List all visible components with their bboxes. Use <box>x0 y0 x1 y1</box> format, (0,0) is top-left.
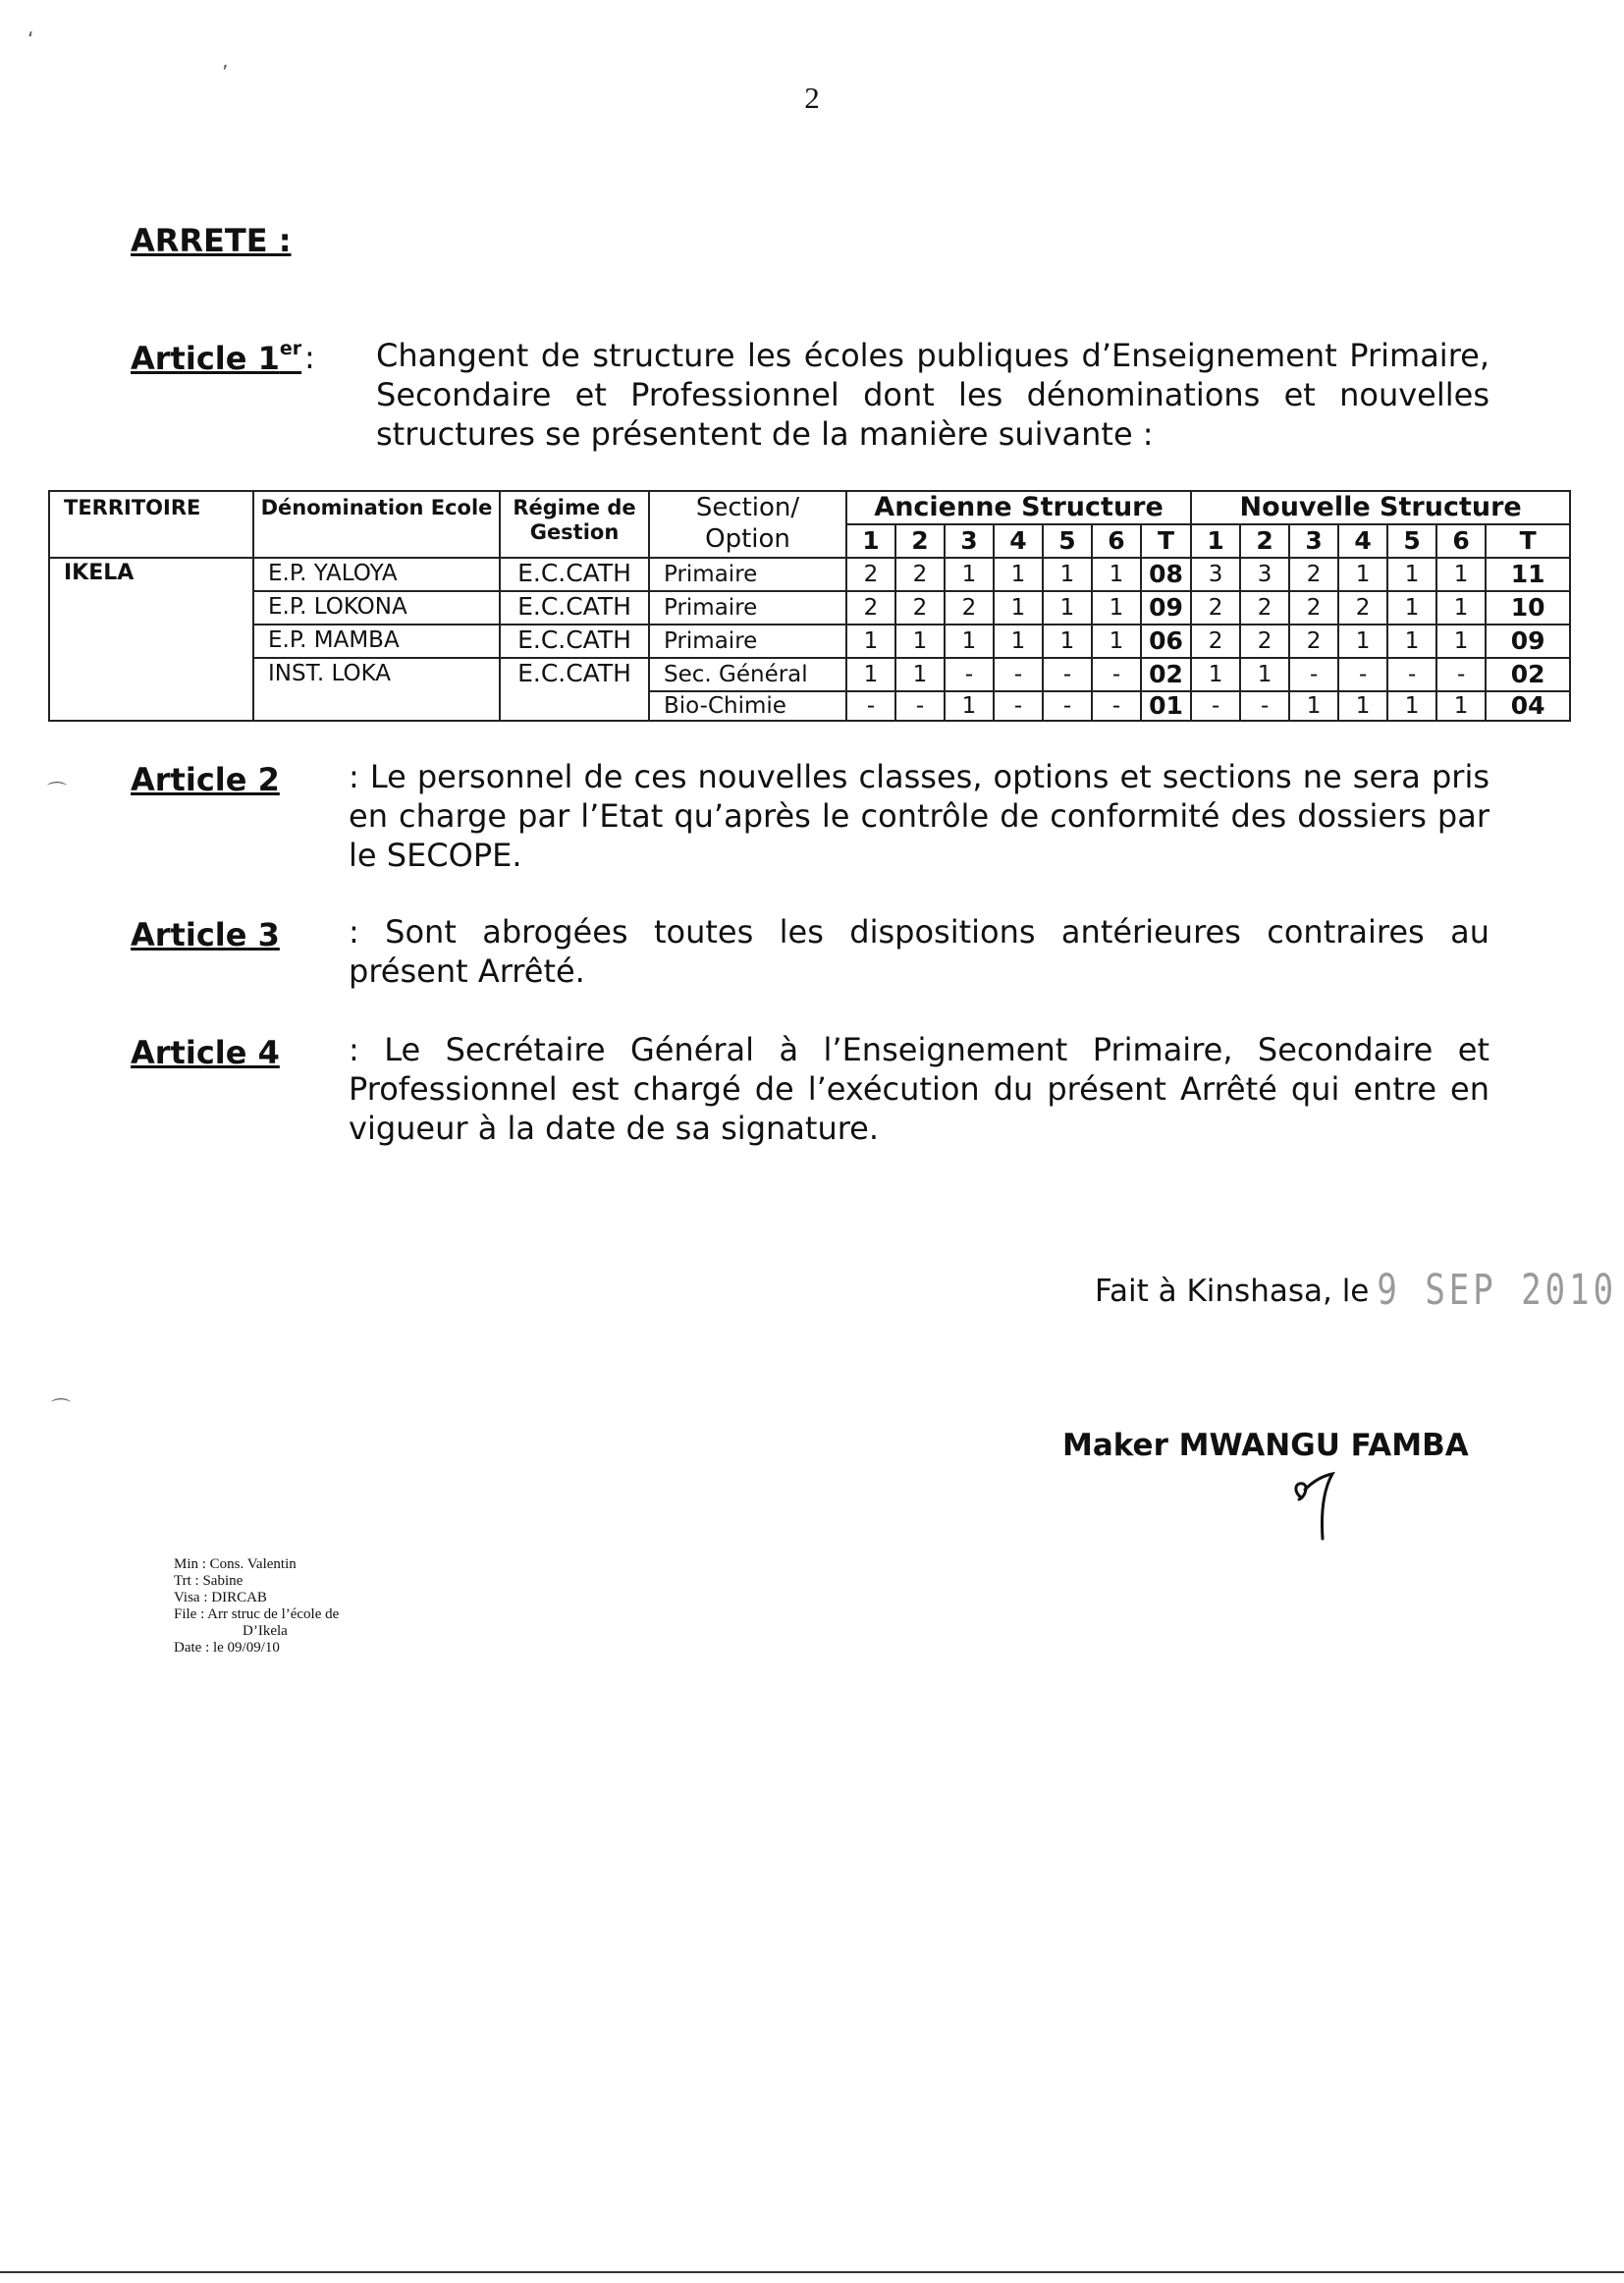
header-col-number: 1 <box>1191 524 1240 558</box>
nouvelle-value: 2 <box>1240 625 1289 658</box>
ancienne-value: 1 <box>895 658 945 691</box>
footer-trt: Trt : Sabine <box>174 1573 244 1589</box>
nouvelle-value: 2 <box>1289 591 1338 625</box>
header-ancienne-structure: Ancienne Structure <box>846 491 1191 524</box>
nouvelle-value: 1 <box>1338 625 1387 658</box>
nouvelle-total: 02 <box>1486 658 1570 691</box>
ancienne-value: 1 <box>994 591 1043 625</box>
table-row <box>49 625 1570 658</box>
ancienne-value: 1 <box>1092 625 1141 658</box>
nouvelle-value: - <box>1240 691 1289 721</box>
nouvelle-value: 1 <box>1436 558 1486 591</box>
ancienne-value: - <box>1092 691 1141 721</box>
nouvelle-value: - <box>1289 658 1338 691</box>
ancienne-value: 1 <box>945 691 994 721</box>
place-date-text: Fait à Kinshasa, le <box>1095 1274 1370 1309</box>
date-stamp: 9 SEP 2010 <box>1377 1266 1618 1315</box>
header-col-number: 5 <box>1387 524 1436 558</box>
ancienne-value: - <box>846 691 895 721</box>
option-cell: Primaire <box>649 591 846 625</box>
table-header-row <box>49 491 1570 524</box>
nouvelle-value: 1 <box>1338 691 1387 721</box>
nouvelle-value: 2 <box>1289 625 1338 658</box>
footer-min: Min : Cons. Valentin <box>174 1556 297 1572</box>
scan-mark: ‘ <box>27 27 34 51</box>
ancienne-value: 2 <box>846 591 895 625</box>
nouvelle-value: 1 <box>1387 558 1436 591</box>
nouvelle-value: 2 <box>1191 625 1240 658</box>
nouvelle-value: 2 <box>1338 591 1387 625</box>
option-cell: Primaire <box>649 625 846 658</box>
nouvelle-total: 04 <box>1486 691 1570 721</box>
table-row <box>49 658 1570 691</box>
scan-mark: ⌒ <box>47 780 67 803</box>
nouvelle-total: 11 <box>1486 558 1570 591</box>
nouvelle-value: - <box>1191 691 1240 721</box>
ancienne-value: - <box>994 691 1043 721</box>
header-col-number: 6 <box>1092 524 1141 558</box>
ancienne-total: 01 <box>1141 691 1191 721</box>
place-date-line <box>1095 1266 1618 1315</box>
school-name: INST. LOKA <box>253 658 500 721</box>
ancienne-total: 02 <box>1141 658 1191 691</box>
ancienne-total: 09 <box>1141 591 1191 625</box>
school-name: E.P. YALOYA <box>253 558 500 591</box>
header-section-option: Section/ Option <box>649 491 846 558</box>
ancienne-value: 1 <box>895 625 945 658</box>
option-cell: Primaire <box>649 558 846 591</box>
nouvelle-total: 09 <box>1486 625 1570 658</box>
header-col-number: 4 <box>1338 524 1387 558</box>
ancienne-total: 08 <box>1141 558 1191 591</box>
ancienne-value: - <box>1043 658 1092 691</box>
nouvelle-value: 1 <box>1436 691 1486 721</box>
header-col-number: 2 <box>895 524 945 558</box>
ancienne-value: - <box>994 658 1043 691</box>
nouvelle-value: 1 <box>1191 658 1240 691</box>
ancienne-value: 1 <box>994 625 1043 658</box>
header-col-number: 6 <box>1436 524 1486 558</box>
footer-notes <box>174 1556 339 1657</box>
nouvelle-value: 1 <box>1436 625 1486 658</box>
header-col-number: 2 <box>1240 524 1289 558</box>
table-row <box>49 591 1570 625</box>
heading-arrete: ARRETE : <box>131 222 292 259</box>
ancienne-value: 2 <box>895 558 945 591</box>
footer-date: Date : le 09/09/10 <box>174 1640 280 1656</box>
nouvelle-value: 2 <box>1240 591 1289 625</box>
header-col-number: 3 <box>945 524 994 558</box>
school-name: E.P. MAMBA <box>253 625 500 658</box>
ancienne-value: 1 <box>945 558 994 591</box>
scan-mark: ’ <box>222 61 229 84</box>
signer-name: Maker MWANGU FAMBA <box>1062 1428 1469 1463</box>
nouvelle-value: 1 <box>1387 625 1436 658</box>
regime-cell: E.C.CATH <box>500 625 649 658</box>
structure-table <box>48 490 1571 722</box>
table-row <box>49 558 1570 591</box>
footer-file-continued: D’Ikela <box>243 1623 288 1639</box>
ancienne-value: 1 <box>846 625 895 658</box>
header-col-total: T <box>1486 524 1570 558</box>
article-2-label: Article 2 <box>131 761 280 798</box>
nouvelle-value: 1 <box>1387 691 1436 721</box>
school-name: E.P. LOKONA <box>253 591 500 625</box>
handwritten-signature <box>1291 1470 1350 1541</box>
ancienne-value: 1 <box>1043 591 1092 625</box>
article-4-label: Article 4 <box>131 1034 280 1071</box>
nouvelle-value: 2 <box>1191 591 1240 625</box>
nouvelle-value: 2 <box>1289 558 1338 591</box>
regime-cell: E.C.CATH <box>500 658 649 721</box>
nouvelle-total: 10 <box>1486 591 1570 625</box>
header-col-number: 1 <box>846 524 895 558</box>
ancienne-value: 1 <box>945 625 994 658</box>
ancienne-value: - <box>895 691 945 721</box>
header-col-total: T <box>1141 524 1191 558</box>
ancienne-value: 2 <box>945 591 994 625</box>
regime-cell: E.C.CATH <box>500 591 649 625</box>
nouvelle-value: 3 <box>1240 558 1289 591</box>
article-2-text: : Le personnel de ces nouvelles classes, options et sections ne sera pris en charge par l’Etat qu’après le contrôle de conformité des dossiers par le SECOPE. <box>349 758 1489 874</box>
ancienne-value: 2 <box>895 591 945 625</box>
nouvelle-value: 1 <box>1240 658 1289 691</box>
article-1-text: Changent de structure les écoles publiques d’Enseignement Primaire, Secondaire et Professionnel dont les dénominations et nouvelles structures se présentent de la manière suivante : <box>376 337 1489 453</box>
article-3-text: : Sont abrogées toutes les dispositions antérieures contraires au présent Arrêté. <box>349 913 1489 990</box>
nouvelle-value: - <box>1387 658 1436 691</box>
ancienne-value: - <box>1043 691 1092 721</box>
header-denomination: Dénomination Ecole <box>253 491 500 558</box>
option-cell: Bio-Chimie <box>649 691 846 721</box>
ancienne-value: 2 <box>846 558 895 591</box>
nouvelle-value: - <box>1436 658 1486 691</box>
regime-cell: E.C.CATH <box>500 558 649 591</box>
header-col-number: 4 <box>994 524 1043 558</box>
header-regime: Régime de Gestion <box>500 491 649 558</box>
ancienne-total: 06 <box>1141 625 1191 658</box>
scan-mark: ⌒ <box>51 1396 71 1420</box>
nouvelle-value: - <box>1338 658 1387 691</box>
ancienne-value: 1 <box>1092 558 1141 591</box>
nouvelle-value: 1 <box>1338 558 1387 591</box>
header-nouvelle-structure: Nouvelle Structure <box>1191 491 1570 524</box>
footer-visa: Visa : DIRCAB <box>174 1590 267 1605</box>
nouvelle-value: 1 <box>1289 691 1338 721</box>
nouvelle-value: 1 <box>1436 591 1486 625</box>
footer-file: File : Arr struc de l’école de <box>174 1606 340 1622</box>
ancienne-value: - <box>1092 658 1141 691</box>
page-number: 2 <box>804 81 820 115</box>
article-3-label: Article 3 <box>131 916 280 953</box>
header-col-number: 5 <box>1043 524 1092 558</box>
ancienne-value: 1 <box>846 658 895 691</box>
ancienne-value: - <box>945 658 994 691</box>
ancienne-value: 1 <box>1043 625 1092 658</box>
header-territoire: TERRITOIRE <box>49 491 253 558</box>
article-1-colon: : <box>304 339 315 376</box>
territoire-cell: IKELA <box>49 558 253 721</box>
option-cell: Sec. Général <box>649 658 846 691</box>
nouvelle-value: 1 <box>1387 591 1436 625</box>
header-col-number: 3 <box>1289 524 1338 558</box>
ancienne-value: 1 <box>1092 591 1141 625</box>
article-1-label: Article 1er <box>131 338 302 377</box>
nouvelle-value: 3 <box>1191 558 1240 591</box>
article-4-text: : Le Secrétaire Général à l’Enseignement Primaire, Secondaire et Professionnel est chargé de l’exécution du présent Arrêté qui entre en vigueur à la date de sa signature. <box>349 1031 1489 1147</box>
ancienne-value: 1 <box>1043 558 1092 591</box>
bottom-rule <box>0 2271 1624 2273</box>
ancienne-value: 1 <box>994 558 1043 591</box>
